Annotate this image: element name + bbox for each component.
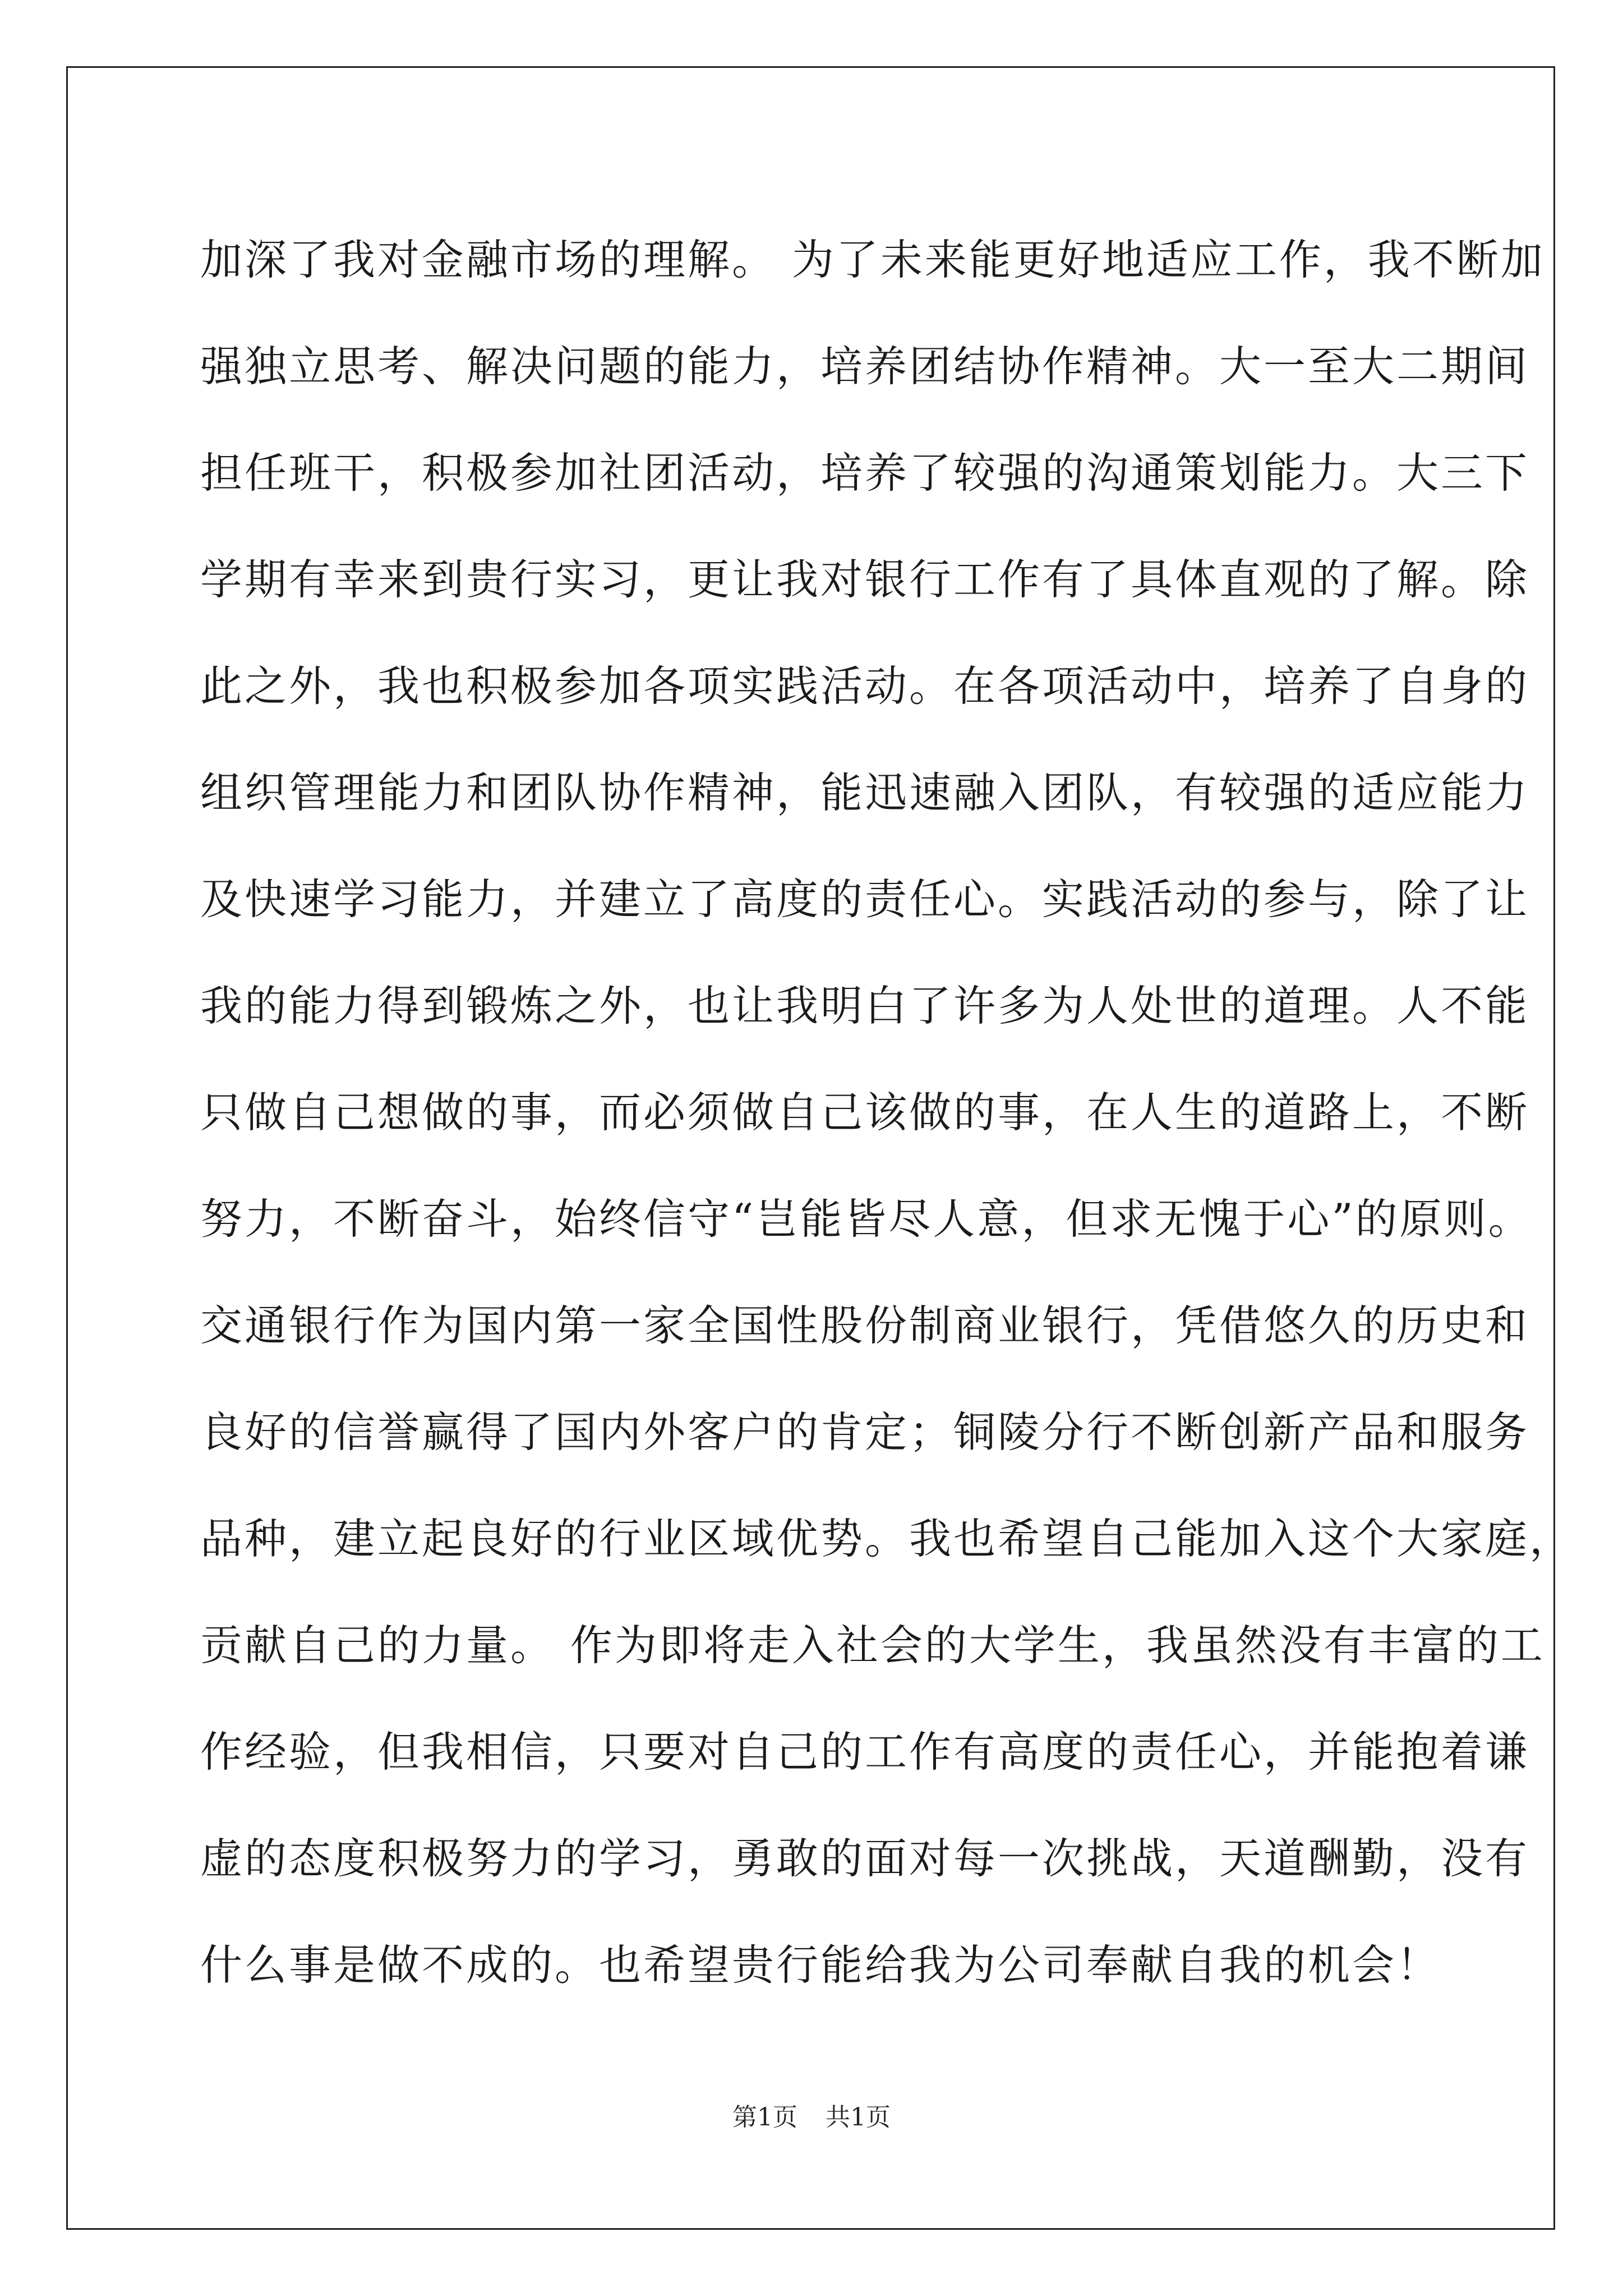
text-line: 良好的信誉赢得了国内外客户的肯定；铜陵分行不断创新产品和服务 — [200, 1407, 1530, 1457]
text-line: 品种，建立起良好的行业区域优势。我也希望自己能加入这个大家庭， — [200, 1514, 1574, 1563]
text-line: 学期有幸来到贵行实习，更让我对银行工作有了具体直观的了解。除 — [200, 555, 1530, 604]
text-line: 此之外，我也积极参加各项实践活动。在各项活动中，培养了自身的 — [200, 661, 1530, 711]
text-line: 担任班干，积极参加社团活动，培养了较强的沟通策划能力。大三下 — [200, 448, 1530, 498]
text-line: 加深了我对金融市场的理解。 为了未来能更好地适应工作，我不断加 — [200, 235, 1545, 284]
text-line: 交通银行作为国内第一家全国性股份制商业银行，凭借悠久的历史和 — [200, 1301, 1530, 1350]
text-line: 我的能力得到锻炼之外，也让我明白了许多为人处世的道理。人不能 — [200, 981, 1530, 1030]
text-line: 强独立思考、解决问题的能力，培养团结协作精神。大一至大二期间 — [200, 342, 1530, 391]
text-line: 及快速学习能力，并建立了高度的责任心。实践活动的参与，除了让 — [200, 875, 1530, 924]
text-line: 什么事是做不成的。也希望贵行能给我为公司奉献自我的机会！ — [200, 1940, 1441, 1990]
text-line: 只做自己想做的事，而必须做自己该做的事，在人生的道路上，不断 — [200, 1088, 1530, 1137]
text-line: 组织管理能力和团队协作精神，能迅速融入团队，有较强的适应能力 — [200, 768, 1530, 817]
page-number-current: 第1页 — [732, 2103, 797, 2132]
text-line: 作经验，但我相信，只要对自己的工作有高度的责任心，并能抱着谦 — [200, 1727, 1530, 1777]
page-number-total: 共1页 — [826, 2103, 891, 2132]
page-footer — [0, 2101, 1623, 2134]
text-line: 贡献自己的力量。 作为即将走入社会的大学生，我虽然没有丰富的工 — [200, 1621, 1545, 1670]
text-line: 努力，不断奋斗，始终信守“岂能皆尽人意，但求无愧于心”的原则。 — [200, 1194, 1533, 1244]
document-body — [200, 206, 1574, 2018]
text-line: 虚的态度积极努力的学习，勇敢的面对每一次挑战，天道酬勤，没有 — [200, 1834, 1530, 1883]
